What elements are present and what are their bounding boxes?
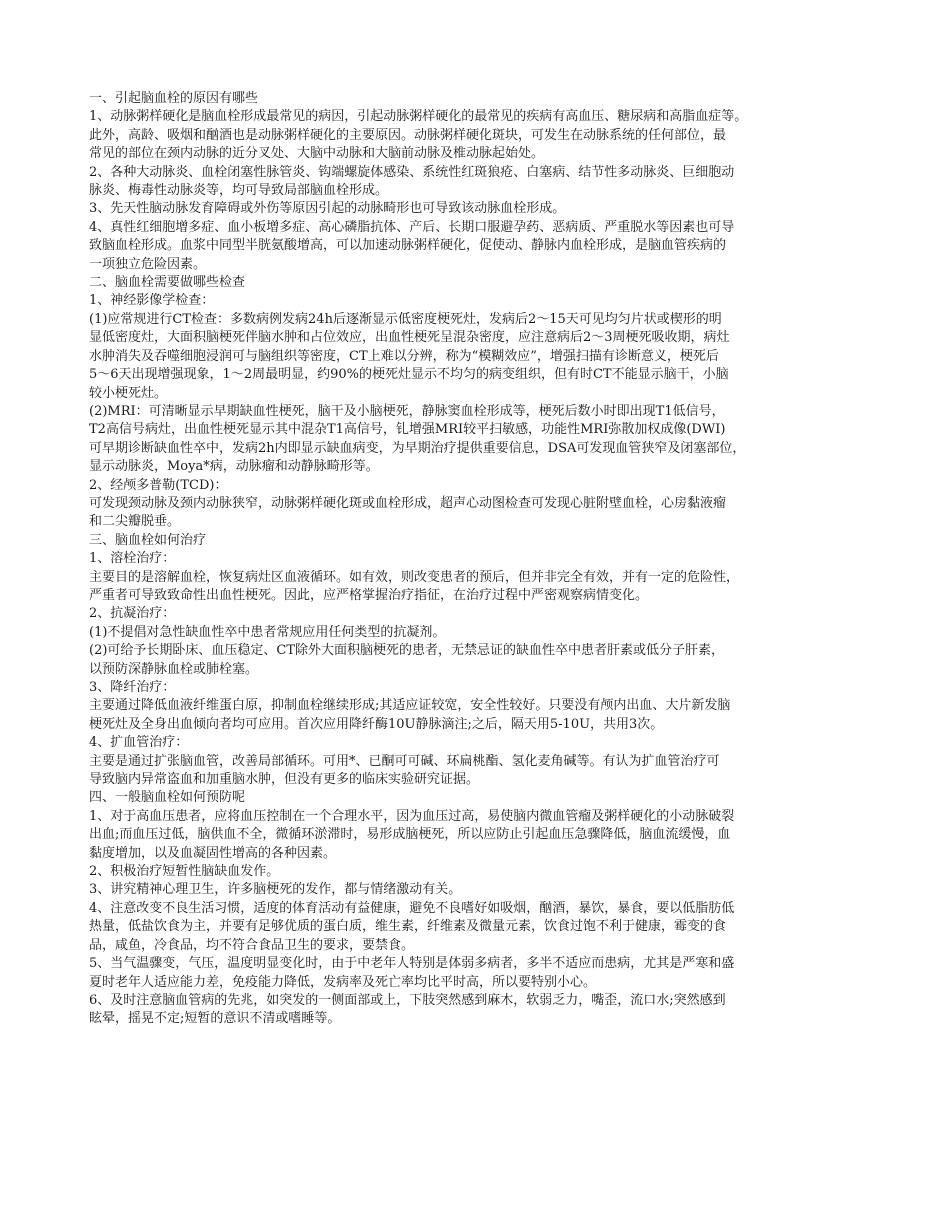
text-line: 较小梗死灶。	[89, 385, 168, 401]
text-line: 2、抗凝治疗：	[89, 606, 176, 622]
text-line: (2)可给予长期卧床、血压稳定、CT除外大面积脑梗死的患者，无禁忌证的缺血性卒中患者肝素或低分子肝素，	[89, 643, 725, 659]
text-line: 梗死灶及全身出血倾向者均可应用。首次应用降纤酶10U静脉滴注;之后，隔天用5-10U，共用3次。	[89, 716, 664, 732]
text-line: 此外，高龄、吸烟和酗酒也是动脉粥样硬化的主要原因。动脉粥样硬化斑块，可发生在动脉系统的任何部位，最	[89, 127, 727, 143]
text-line: 1、溶栓治疗：	[89, 551, 176, 567]
text-line: 可早期诊断缺血性卒中，发病2h内即显示缺血病变，为早期治疗提供重要信息，DSA可发现血管狭窄及闭塞部位，	[89, 440, 746, 456]
text-line: (1)应常规进行CT检查：多数病例发病24h后逐渐显示低密度梗死灶，发病后2～15天可见均匀片状或楔形的明	[89, 311, 722, 327]
text-line: 主要目的是溶解血栓，恢复病灶区血液循环。如有效，则改变患者的预后，但并非完全有效，并有一定的危险性，	[89, 569, 740, 585]
text-line: 脉炎、梅毒性动脉炎等，均可导致局部脑血栓形成。	[89, 183, 389, 199]
text-line: 以预防深静脉血栓或肺栓塞。	[89, 661, 259, 677]
text-line: 3、讲究精神心理卫生，许多脑梗死的发作，都与情绪激动有关。	[89, 882, 462, 898]
text-line: 一、引起脑血栓的原因有哪些	[89, 91, 259, 106]
text-line: 水肿消失及吞噬细胞浸润可与脑组织等密度，CT上难以分辨，称为“模糊效应”，增强扫描有诊断意义，梗死后	[89, 348, 719, 364]
text-line: 4、注意改变不良生活习惯，适度的体育活动有益健康，避免不良嗜好如吸烟，酗酒，暴饮，暴食，要以低脂肪低	[89, 900, 735, 916]
text-line: 常见的部位在颈内动脉的近分叉处、大脑中动脉和大脑前动脉及椎动脉起始处。	[89, 146, 545, 162]
text-line: 热量，低盐饮食为主，并要有足够优质的蛋白质，维生素，纤维素及微量元素，饮食过饱不利于健康，霉变的食	[89, 919, 727, 935]
text-line: 4、扩血管治疗：	[89, 735, 189, 751]
text-line: 显低密度灶，大面积脑梗死伴脑水肿和占位效应，出血性梗死呈混杂密度，应注意病后2～3周梗死吸收期，病灶	[89, 330, 730, 346]
text-line: T2高信号病灶，出血性梗死显示其中混杂T1高信号，钆增强MRI较平扫敏感，功能性MRI弥散加权成像(DWI)	[89, 422, 726, 438]
text-line: 3、先天性脑动脉发育障碍或外伤等原因引起的动脉畸形也可导致该动脉血栓形成。	[89, 201, 566, 217]
text-line: 1、动脉粥样硬化是脑血栓形成最常见的病因，引起动脉粥样硬化的最常见的疾病有高血压、糖尿病和高脂血症等。	[89, 109, 748, 125]
text-line: 主要是通过扩张脑血管，改善局部循环。可用*、已酮可可碱、环扁桃酯、氢化麦角碱等。有认为扩血管治疗可	[89, 753, 720, 769]
text-line: 1、对于高血压患者，应将血压控制在一个合理水平，因为血压过高，易使脑内微血管瘤及粥样硬化的小动脉破裂	[89, 808, 735, 824]
text-line: 5、当气温骤变，气压，温度明显变化时，由于中老年人特别是体弱多病者，多半不适应而患病，尤其是严寒和盛	[89, 956, 735, 972]
text-line: 眩晕，摇晃不定;短暂的意识不清或嗜睡等。	[89, 1011, 341, 1027]
text-line: 严重者可导致致命性出血性梗死。因此，应严格掌握治疗指征，在治疗过程中严密观察病情变化。	[89, 587, 649, 603]
text-line: 黏度增加，以及血凝固性增高的各种因素。	[89, 845, 337, 861]
text-line: 2、积极治疗短暂性脑缺血发作。	[89, 864, 280, 880]
text-line: 5～6天出现增强现象，1～2周最明显，约90%的梗死灶显示不均匀的病变组织，但有时CT不能显示脑干，小脑	[89, 367, 729, 383]
text-line: 1、神经影像学检查：	[89, 293, 215, 309]
text-line: 三、脑血栓如何治疗	[89, 532, 207, 548]
text-line: 主要通过降低血液纤维蛋白原，抑制血栓继续形成;其适应证较宽，安全性较好。只要没有颅内出血、大片新发脑	[89, 698, 731, 714]
text-line: (1)不提倡对急性缺血性卒中患者常规应用任何类型的抗凝剂。	[89, 624, 446, 640]
text-line: 二、脑血栓需要做哪些检查	[89, 275, 246, 291]
text-line: (2)MRI：可清晰显示早期缺血性梗死，脑干及小脑梗死，静脉窦血栓形成等，梗死后数小时即出现T1低信号，	[89, 403, 725, 419]
text-line: 2、经颅多普勒(TCD)：	[89, 477, 228, 493]
text-line: 和二尖瓣脱垂。	[89, 514, 181, 530]
text-line: 可发现颈动脉及颈内动脉狭窄，动脉粥样硬化斑或血栓形成，超声心动图检查可发现心脏附壁血栓，心房黏液瘤	[89, 495, 727, 511]
text-line: 出血;而血压过低，脑供血不全，微循环淤滞时，易形成脑梗死，所以应防止引起血压急骤降低，脑血流缓慢，血	[89, 827, 731, 843]
text-line: 夏时老年人适应能力差，免疫能力降低，发病率及死亡率均比平时高，所以要特别小心。	[89, 974, 597, 990]
text-line: 致脑血栓形成。血浆中同型半胱氨酸增高，可以加速动脉粥样硬化，促使动、静脉内血栓形成，是脑血管疾病的	[89, 238, 727, 254]
text-line: 显示动脉炎，Moya*病，动脉瘤和动静脉畸形等。	[89, 459, 379, 475]
document-body	[89, 90, 864, 1029]
text-line: 6、及时注意脑血管病的先兆，如突发的一侧面部或上，下肢突然感到麻木，软弱乏力，嘴歪，流口水;突然感到	[89, 992, 726, 1008]
text-line: 一项独立危险因素。	[89, 256, 207, 272]
text-line: 3、降纤治疗：	[89, 680, 176, 695]
text-line: 导致脑内异常盗血和加重脑水肿，但没有更多的临床实验研究证据。	[89, 772, 480, 788]
text-line: 四、一般脑血栓如何预防呢	[89, 790, 246, 806]
text-line: 4、真性红细胞增多症、血小板增多症、高心磷脂抗体、产后、长期口服避孕药、恶病质、严重脱水等因素也可导	[89, 219, 735, 235]
text-line: 2、各种大动脉炎、血栓闭塞性脉管炎、钩端螺旋体感染、系统性红斑狼疮、白塞病、结节性多动脉炎、巨细胞动	[89, 164, 735, 180]
text-line: 品，咸鱼，冷食品，均不符合食品卫生的要求，要禁食。	[89, 937, 415, 953]
